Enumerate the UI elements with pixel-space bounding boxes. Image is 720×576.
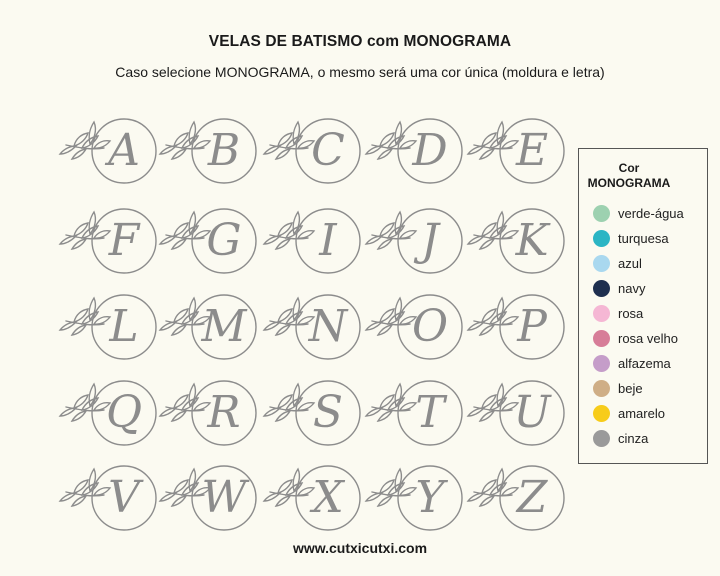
monogram-letter: L: [109, 301, 139, 352]
legend-item: [593, 226, 707, 251]
legend-item: [593, 351, 707, 376]
monogram-letter: N: [308, 301, 348, 352]
monogram-letter: B: [207, 125, 241, 176]
color-swatch: [593, 305, 610, 322]
monogram-d: [358, 108, 468, 198]
monogram-l: [52, 284, 162, 374]
color-swatch: [593, 230, 610, 247]
monogram-letter: T: [415, 387, 445, 438]
monogram-v: [52, 455, 162, 545]
monogram-a: [52, 108, 162, 198]
legend-item-label: rosa: [618, 306, 644, 321]
legend-item-label: verde-água: [618, 206, 684, 221]
monogram-g: [152, 198, 262, 288]
monogram-i: [256, 198, 366, 288]
legend-item: [593, 251, 707, 276]
legend-title-line2: MONOGRAMA: [587, 176, 671, 190]
monogram-letter: Y: [415, 472, 445, 523]
monogram-b: [152, 108, 262, 198]
monogram-letter: O: [411, 301, 449, 352]
monogram-p: [460, 284, 570, 374]
monogram-letter: S: [312, 387, 344, 438]
legend-item: [593, 301, 707, 326]
monogram-t: [358, 370, 468, 460]
color-swatch: [593, 255, 610, 272]
monogram-letter: K: [515, 215, 549, 266]
monogram-letter: Q: [105, 387, 143, 438]
color-swatch: [593, 205, 610, 222]
legend-item-label: cinza: [618, 431, 649, 446]
monogram-s: [256, 370, 366, 460]
legend-item-label: amarelo: [618, 406, 665, 421]
legend-list: [593, 201, 707, 451]
color-swatch: [593, 280, 610, 297]
monogram-letter: Z: [516, 472, 548, 523]
monogram-r: [152, 370, 262, 460]
legend-item-label: beje: [618, 381, 643, 396]
legend-item-label: navy: [618, 281, 646, 296]
legend-title: [579, 161, 679, 191]
legend-item-label: alfazema: [618, 356, 671, 371]
monogram-c: [256, 108, 366, 198]
footer-website: www.cutxicutxi.com: [292, 540, 428, 556]
monogram-f: [52, 198, 162, 288]
monogram-letter: R: [207, 387, 241, 438]
monogram-letter: C: [311, 125, 345, 176]
color-legend: [578, 148, 708, 464]
color-swatch: [593, 405, 610, 422]
monogram-o: [358, 284, 468, 374]
monogram-e: [460, 108, 570, 198]
monogram-letter: J: [421, 215, 439, 266]
color-swatch: [593, 355, 610, 372]
monogram-x: [256, 455, 366, 545]
color-swatch: [593, 380, 610, 397]
legend-item: [593, 426, 707, 451]
page-subtitle: Caso selecione MONOGRAMA, o mesmo será uma cor única (moldura e letra): [115, 64, 605, 80]
monogram-u: [460, 370, 570, 460]
monogram-letter: P: [517, 301, 547, 352]
monogram-letter: I: [319, 215, 337, 266]
monogram-letter: D: [412, 125, 448, 176]
monogram-letter: V: [108, 472, 140, 523]
monogram-j: [358, 198, 468, 288]
monogram-q: [52, 370, 162, 460]
color-swatch: [593, 430, 610, 447]
color-swatch: [593, 330, 610, 347]
monogram-k: [460, 198, 570, 288]
legend-item-label: turquesa: [618, 231, 669, 246]
legend-item: [593, 376, 707, 401]
monogram-letter: G: [206, 215, 242, 266]
monogram-letter: M: [201, 301, 247, 352]
monogram-z: [460, 455, 570, 545]
legend-item-label: rosa velho: [618, 331, 678, 346]
monogram-m: [152, 284, 262, 374]
legend-item: [593, 201, 707, 226]
page-title: VELAS DE BATISMO com MONOGRAMA: [208, 33, 512, 50]
legend-item: [593, 401, 707, 426]
monogram-letter: E: [515, 125, 549, 176]
legend-item-label: azul: [618, 256, 642, 271]
monogram-w: [152, 455, 262, 545]
legend-item: [593, 276, 707, 301]
monogram-letter: U: [513, 387, 551, 438]
legend-item: [593, 326, 707, 351]
monogram-letter: F: [108, 215, 140, 266]
monogram-letter: A: [108, 125, 140, 176]
monogram-y: [358, 455, 468, 545]
monogram-letter: X: [312, 472, 344, 523]
monogram-n: [256, 284, 366, 374]
legend-title-line1: Cor: [618, 161, 640, 175]
monogram-letter: W: [201, 472, 247, 523]
